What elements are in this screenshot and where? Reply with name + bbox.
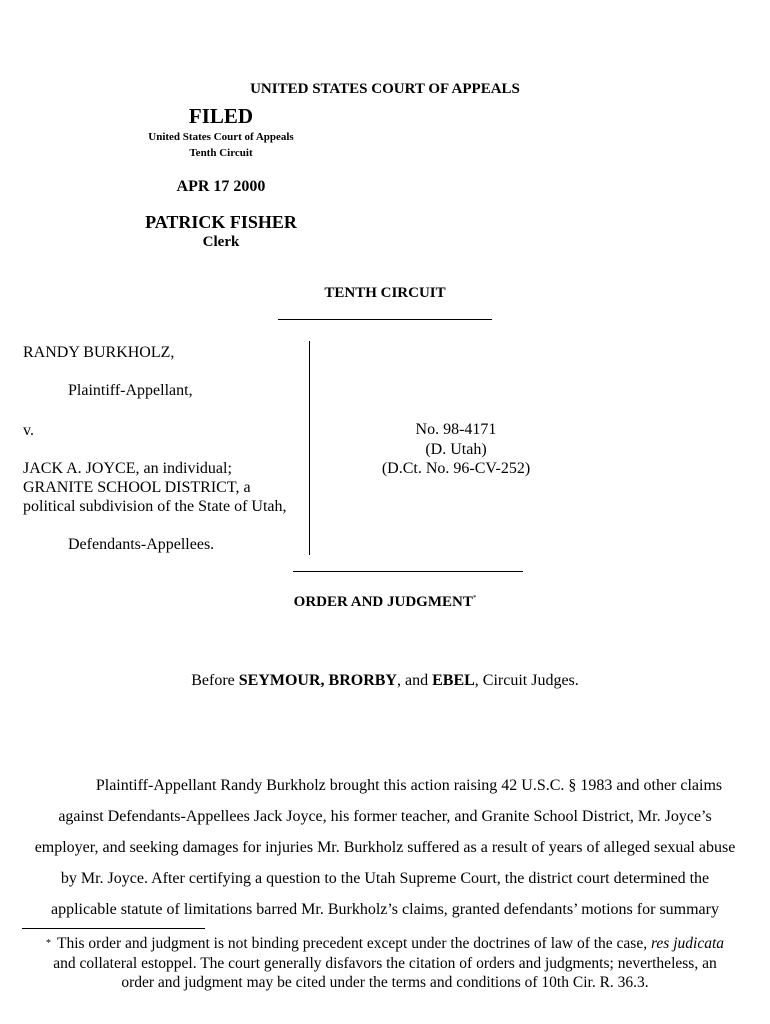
caption-divider [309, 341, 310, 555]
filed-stamp [120, 103, 322, 251]
panel-judge: EBEL [432, 672, 475, 689]
stamp-court-line: United States Court of Appeals [148, 131, 294, 143]
defendant-role: Defendants-Appellees. [68, 536, 215, 553]
footnote-rule [22, 928, 205, 929]
order-title-text: ORDER AND JUDGMENT [293, 594, 473, 610]
defendant-line: JACK A. JOYCE, an individual; [23, 460, 232, 477]
footnote [20, 934, 750, 993]
circuit-heading: TENTH CIRCUIT [324, 285, 446, 301]
footnote-italic: res judicata [650, 935, 725, 952]
case-number-block [330, 420, 582, 479]
caption-rule [293, 571, 523, 572]
footnote-line: order and judgment may be cited under the terms and conditions of 10th Cir. R. 36.3. [121, 974, 649, 991]
clerk-title: Clerk [202, 234, 240, 250]
footnote-line: and collateral estoppel. The court generally disfavors the citation of orders and judgments; nevertheless, an [53, 954, 717, 972]
district-case-number: (D.Ct. No. 96-CV-252) [381, 460, 531, 477]
body-line: by Mr. Joyce. After certifying a question to the Utah Supreme Court, the district court determined the [60, 870, 710, 887]
body-line: Plaintiff-Appellant Randy Burkholz brought this action raising 42 U.S.C. § 1983 and other claims [95, 777, 723, 794]
case-number: No. 98-4171 [415, 421, 497, 438]
plaintiff-role: Plaintiff-Appellant, [68, 382, 193, 399]
panel-line [0, 672, 770, 690]
filed-date: APR 17 2000 [176, 178, 266, 195]
footnote-text: This order and judgment is not binding precedent except under the doctrines of law of the case, [56, 935, 651, 952]
order-title [0, 594, 770, 611]
footnote-ref: * [472, 594, 477, 602]
panel-judges: SEYMOUR, BRORBY [238, 672, 397, 689]
panel-suffix: , Circuit Judges. [474, 672, 579, 689]
footnote-line [20, 934, 750, 954]
versus: v. [23, 422, 34, 439]
body-line: employer, and seeking damages for injuries Mr. Burkholz suffered as a result of years of alleged sexual abuse [34, 839, 736, 856]
defendant-line: political subdivision of the State of Utah, [23, 498, 287, 515]
order-body [20, 770, 750, 925]
plaintiff-name: RANDY BURKHOLZ, [23, 344, 175, 361]
panel-before: Before [191, 672, 239, 689]
stamp-circuit-line: Tenth Circuit [189, 147, 253, 159]
district: (D. Utah) [425, 440, 487, 458]
footnote-marker: * [45, 938, 51, 949]
body-line: against Defendants-Appellees Jack Joyce, his former teacher, and Granite School District, Mr. Joyce’s [58, 808, 712, 825]
panel-and: , and [396, 672, 433, 689]
defendants-block [23, 459, 287, 516]
body-line: applicable statute of limitations barred Mr. Burkholz’s claims, granted defendants’ motions for summary [51, 901, 719, 918]
filed-label: FILED [188, 104, 254, 128]
court-title: UNITED STATES COURT OF APPEALS [250, 81, 520, 97]
circuit-rule [278, 319, 492, 320]
defendant-line: GRANITE SCHOOL DISTRICT, a [23, 479, 251, 496]
clerk-name: PATRICK FISHER [145, 212, 297, 232]
